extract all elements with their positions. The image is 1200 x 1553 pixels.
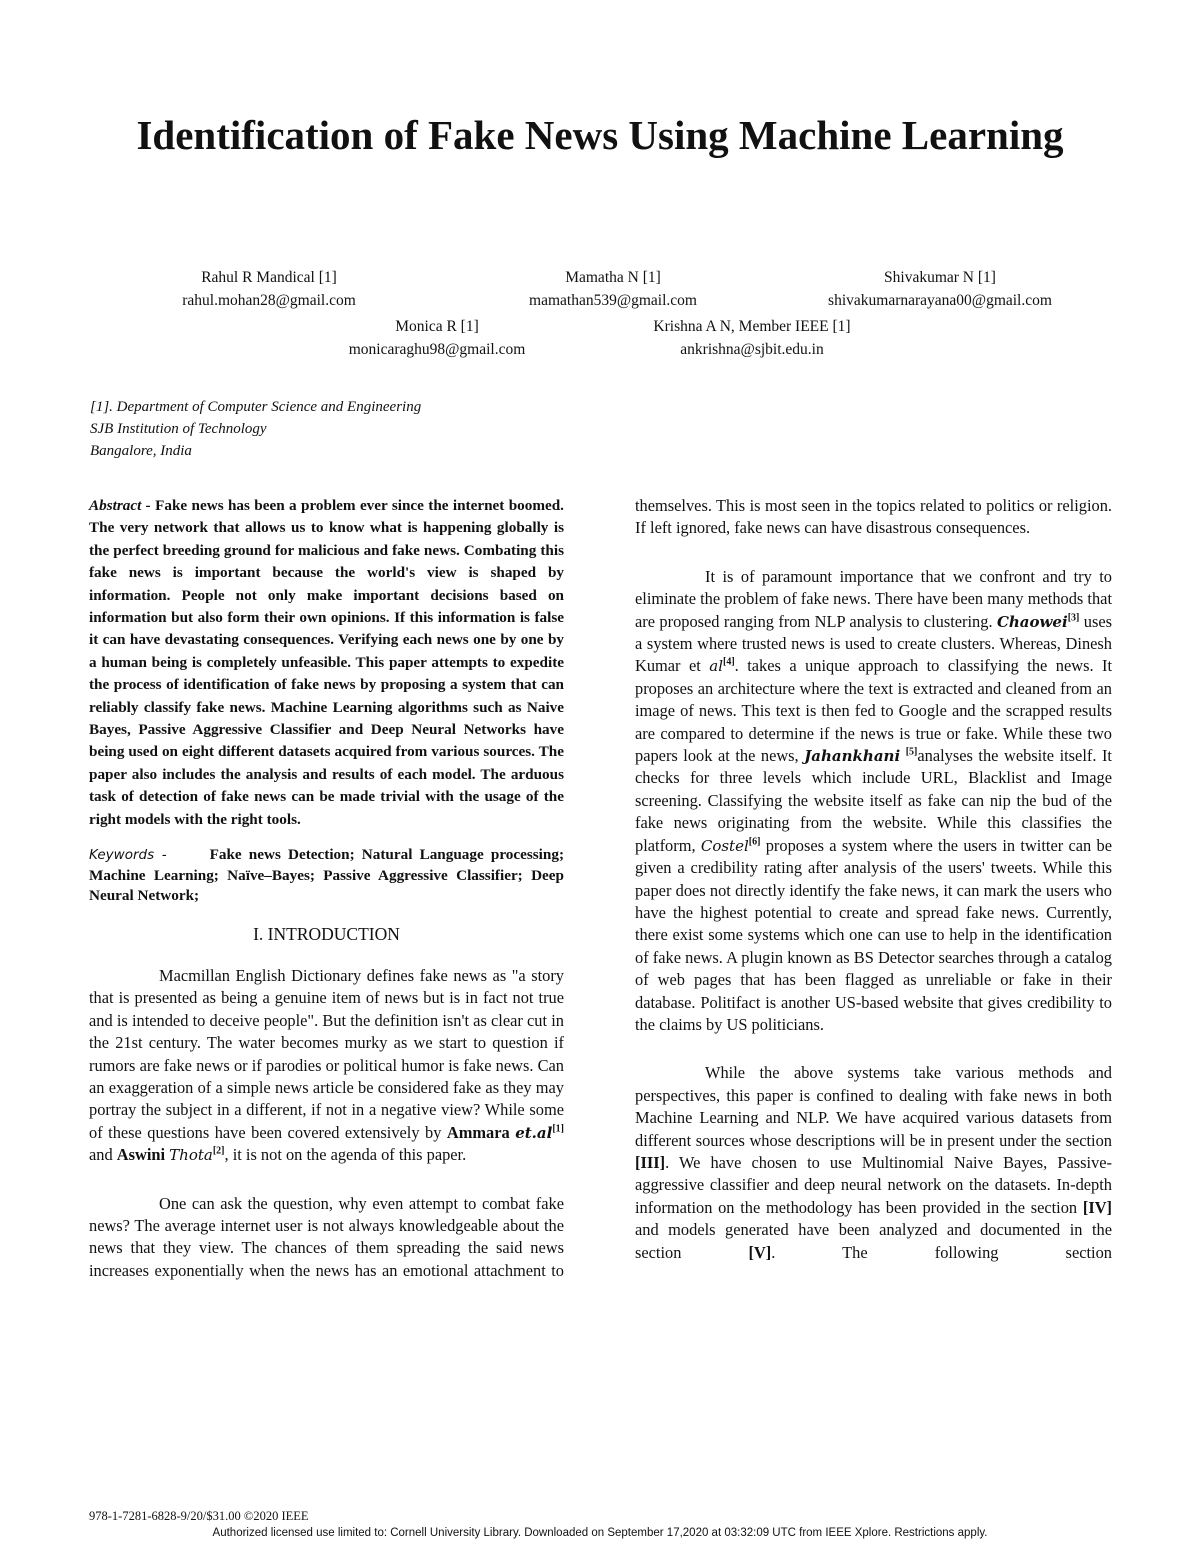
author-email: mamathan539@gmail.com (529, 292, 697, 309)
author-email: rahul.mohan28@gmail.com (182, 292, 356, 309)
author-name: Rahul R Mandical [1] (201, 269, 337, 286)
author-name: Krishna A N, Member IEEE [1] (653, 318, 851, 335)
keywords-text: Fake news Detection; Natural Language processing; Machine Learning; Naïve–Bayes; Passive Aggressive Classifier; Deep Neural Network; (89, 846, 565, 905)
author-email: shivakumarnarayana00@gmail.com (828, 292, 1052, 309)
author-name: Mamatha N [1] (565, 269, 661, 286)
author-email: ankrishna@sjbit.edu.in (680, 341, 824, 358)
keywords (89, 845, 564, 907)
affiliation-institution: SJB Institution of Technology (90, 421, 267, 437)
affiliation-department: [1]. Department of Computer Science and Engineering (90, 399, 422, 415)
affiliation-location: Bangalore, India (90, 443, 192, 459)
section-heading-introduction: I. INTRODUCTION (253, 923, 400, 944)
paper-title: Identification of Fake News Using Machine Learning (136, 112, 1064, 158)
affiliation (90, 396, 421, 462)
license-footer: Authorized licensed use limited to: Cornell University Library. Downloaded on September 17,2020 at 03:32:09 UTC from IEEE Xplore. Restrictions apply. (212, 1527, 988, 1539)
abstract-text: Fake news has been a problem ever since the internet boomed. The very network that allows us to know what is happening globally is the perfect breeding ground for malicious and fake news. Combating this fake news is important because the world's view is shaped by information. People not only make important decisions based on information but also form their own opinions. If this information is false it can have devastating consequences. Verifying each news one by one by a human being is completely unfeasible. This paper attempts to expedite the process of identification of fake news by proposing a system that can reliably classify fake news. Machine Learning algorithms such as Naive Bayes, Passive Aggressive Classifier and Deep Neural Networks have being used on eight different datasets acquired from various sources. The paper also includes the analysis and results of each model. The arduous task of detection of fake news can be made trivial with the usage of the right models with the right tools. (89, 497, 564, 828)
body-paragraph: While the above systems take various methods and perspectives, this paper is confined to dealing with fake news in both Machine Learning and NLP. We have acquired various datasets from different sources whose descriptions will be in present under the section [III]. We have chosen to use Multinomial Naive Bayes, Passive-aggressive classifier and deep neural network on the datasets. In-depth information on the methodology has been provided in the section [IV] and models generated have been analyzed and documented in the section [V]. The following section (635, 1063, 1112, 1262)
author-block (267, 315, 607, 361)
keywords-label: Keywords - (89, 847, 167, 864)
author-block (99, 266, 439, 312)
intro-paragraph: Macmillan English Dictionary defines fake news as "a story that is presented as being a genuine item of news but is in fact not true and is intended to deceive people". But the definition isn't as clear cut in the 21st century. The water becomes murky as we start to question if rumors are fake news or if parodies or political humor is fake news. Can an exaggeration of a simple news article be considered fake as they may portray the subject in a different, if not in a negative view? While some of these questions have been covered extensively by Ammara et.al[1] and Aswini Thota[2], it is not on the agenda of this paper. (89, 966, 564, 1165)
author-block (770, 266, 1110, 312)
body-paragraph: It is of paramount importance that we confront and try to eliminate the problem of fake news. There have been many methods that are proposed ranging from NLP analysis to clustering. Chaowei[3] uses a system where trusted news is used to create clusters. Whereas, Dinesh Kumar et al[4]. takes a unique approach to classifying the news. It proposes an architecture where the text is extracted and cleaned from an image of news. This text is then fed to Google and the scrapped results are compared to determine if the news is true or fake. While these two papers look at the news, Jahankhani [5]analyses the website itself. It checks for three levels which include URL, Blacklist and Image screening. Classifying the website itself as fake can nip the bud of the fake news originating from the website. While this classifies the platform, Costel[6] proposes a system where the users in twitter can be given a credibility rating after analysis of the users' tweets. While this paper does not directly identify the fake news, it can mark the users who have the highest potential to create and spread fake news. Currently, there exist some systems which one can use to help in the identification of fake news. A plugin known as BS Detector searches through a catalog of web pages that has been flagged as unreliable or fake in their database. Politifact is another US-based website that gives credibility to the claims by US politicians. (635, 566, 1113, 1034)
author-name: Monica R [1] (395, 318, 479, 335)
author-name: Shivakumar N [1] (884, 269, 996, 286)
right-column (635, 495, 1112, 1264)
author-block (582, 315, 922, 361)
body-paragraph: themselves. This is most seen in the topics related to politics or religion. If left ignored, fake news can have disastrous consequences. (635, 496, 1112, 538)
intro-paragraph: One can ask the question, why even attempt to combat fake news? The average internet user is not always knowledgeable about the news that they view. The chances of them spreading the said news increases exponentially when the news has an emotional attachment to (89, 1193, 564, 1280)
abstract (89, 495, 564, 831)
copyright-footer: 978-1-7281-6828-9/20/$31.00 ©2020 IEEE (89, 1509, 309, 1523)
author-email: monicaraghu98@gmail.com (348, 341, 526, 358)
abstract-label: Abstract - (89, 497, 151, 514)
author-block (443, 266, 783, 312)
left-column (89, 495, 564, 1282)
